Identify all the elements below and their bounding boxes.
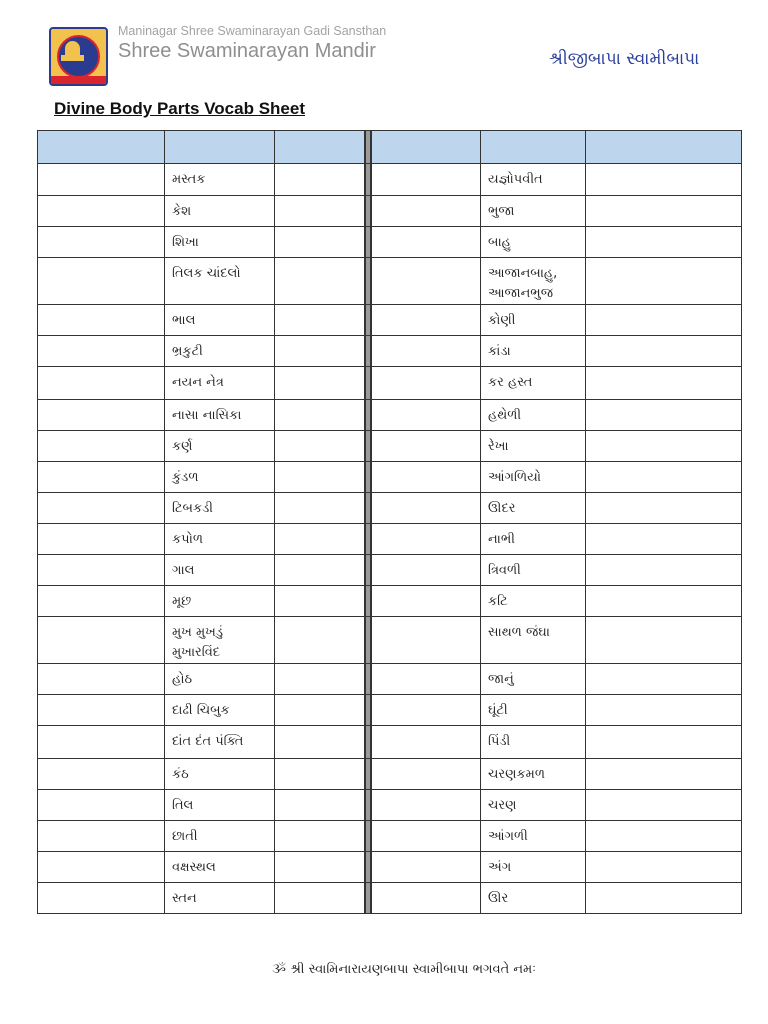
- gujarati-left-cell: ભ્રકુટી: [165, 336, 275, 367]
- extra-right-cell: [586, 695, 742, 726]
- gujarati-right-cell: સાથળ જંઘા: [481, 617, 586, 664]
- extra-right-cell: [586, 400, 742, 431]
- table-row: [38, 524, 742, 555]
- english-right-cell: [371, 367, 481, 400]
- table-row: [38, 759, 742, 790]
- gujarati-left-cell: દાઢી ચિબુક: [165, 695, 275, 726]
- gujarati-left-cell: કેશ: [165, 196, 275, 227]
- english-left-cell: [38, 586, 165, 617]
- table-row: [38, 586, 742, 617]
- table-row: [38, 336, 742, 367]
- gujarati-right-cell: કટિ: [481, 586, 586, 617]
- gujarati-left-cell: નયન નેત્ર: [165, 367, 275, 400]
- english-right-cell: [371, 695, 481, 726]
- table-row: [38, 852, 742, 883]
- english-left-cell: [38, 164, 165, 196]
- extra-right-cell: [586, 431, 742, 462]
- table-row: [38, 695, 742, 726]
- extra-right-cell: [586, 664, 742, 695]
- extra-left-cell: [275, 664, 365, 695]
- table-row: [38, 664, 742, 695]
- english-left-cell: [38, 555, 165, 586]
- english-right-cell: [371, 227, 481, 258]
- english-left-cell: [38, 493, 165, 524]
- header-cell-extra-left: [275, 131, 365, 164]
- extra-right-cell: [586, 164, 742, 196]
- vocab-table-container: [37, 130, 741, 913]
- english-left-cell: [38, 431, 165, 462]
- extra-right-cell: [586, 759, 742, 790]
- extra-left-cell: [275, 586, 365, 617]
- gujarati-right-cell: બાહુ: [481, 227, 586, 258]
- gujarati-left-cell: નાસા નાસિકા: [165, 400, 275, 431]
- table-row: [38, 617, 742, 664]
- gujarati-left-cell: ભાલ: [165, 305, 275, 336]
- organization-subtitle: Maninagar Shree Swaminarayan Gadi Sansthan: [118, 24, 387, 38]
- gujarati-right-cell: ઘૂંટી: [481, 695, 586, 726]
- gujarati-right-cell: યજ્ઞોપવીત: [481, 164, 586, 196]
- english-right-cell: [371, 664, 481, 695]
- gujarati-right-cell: કોણી: [481, 305, 586, 336]
- english-right-cell: [371, 726, 481, 759]
- english-left-cell: [38, 617, 165, 664]
- english-left-cell: [38, 258, 165, 305]
- english-right-cell: [371, 164, 481, 196]
- extra-left-cell: [275, 617, 365, 664]
- english-left-cell: [38, 336, 165, 367]
- gujarati-right-cell: નાભી: [481, 524, 586, 555]
- gujarati-left-cell: છાતી: [165, 821, 275, 852]
- english-right-cell: [371, 336, 481, 367]
- english-right-cell: [371, 555, 481, 586]
- extra-left-cell: [275, 400, 365, 431]
- extra-left-cell: [275, 759, 365, 790]
- english-right-cell: [371, 852, 481, 883]
- extra-right-cell: [586, 227, 742, 258]
- english-right-cell: [371, 258, 481, 305]
- english-left-cell: [38, 695, 165, 726]
- header-greeting: શ્રીજીબાપા સ્વામીબાપા: [549, 49, 700, 69]
- gujarati-right-cell: ઊર: [481, 883, 586, 914]
- extra-right-cell: [586, 196, 742, 227]
- extra-left-cell: [275, 305, 365, 336]
- english-left-cell: [38, 196, 165, 227]
- header-cell-gujarati-left: [165, 131, 275, 164]
- gujarati-left-cell: કુંડળ: [165, 462, 275, 493]
- english-right-cell: [371, 821, 481, 852]
- english-left-cell: [38, 367, 165, 400]
- extra-left-cell: [275, 164, 365, 196]
- english-left-cell: [38, 400, 165, 431]
- extra-left-cell: [275, 524, 365, 555]
- english-right-cell: [371, 883, 481, 914]
- english-right-cell: [371, 493, 481, 524]
- extra-left-cell: [275, 883, 365, 914]
- extra-right-cell: [586, 821, 742, 852]
- extra-right-cell: [586, 883, 742, 914]
- header-cell-english-left: [38, 131, 165, 164]
- english-right-cell: [371, 400, 481, 431]
- gujarati-right-cell: હથેળી: [481, 400, 586, 431]
- extra-left-cell: [275, 336, 365, 367]
- table-row: [38, 883, 742, 914]
- gujarati-right-cell: અંગ: [481, 852, 586, 883]
- gujarati-right-cell: આંગળિયો: [481, 462, 586, 493]
- extra-left-cell: [275, 196, 365, 227]
- gujarati-left-cell: મસ્તક: [165, 164, 275, 196]
- gujarati-left-cell: કર્ણ: [165, 431, 275, 462]
- sheet-title: Divine Body Parts Vocab Sheet: [54, 99, 305, 118]
- gujarati-left-cell: ગાલ: [165, 555, 275, 586]
- gujarati-left-cell: શિખા: [165, 227, 275, 258]
- table-row: [38, 493, 742, 524]
- gujarati-left-cell: હોઠ: [165, 664, 275, 695]
- english-left-cell: [38, 883, 165, 914]
- english-right-cell: [371, 462, 481, 493]
- gujarati-right-cell: રેખા: [481, 431, 586, 462]
- english-left-cell: [38, 726, 165, 759]
- english-right-cell: [371, 759, 481, 790]
- english-left-cell: [38, 790, 165, 821]
- gujarati-right-cell: કર હસ્ત: [481, 367, 586, 400]
- gujarati-left-cell: કપોળ: [165, 524, 275, 555]
- extra-right-cell: [586, 493, 742, 524]
- gujarati-right-cell: પિંડી: [481, 726, 586, 759]
- table-row: [38, 462, 742, 493]
- gujarati-right-cell: જાનું: [481, 664, 586, 695]
- english-right-cell: [371, 790, 481, 821]
- gujarati-right-cell: ભુજા: [481, 196, 586, 227]
- vocab-table: [37, 130, 742, 914]
- extra-left-cell: [275, 493, 365, 524]
- english-right-cell: [371, 305, 481, 336]
- mandir-emblem-icon: [49, 27, 108, 86]
- table-row: [38, 555, 742, 586]
- english-left-cell: [38, 305, 165, 336]
- extra-left-cell: [275, 555, 365, 586]
- extra-left-cell: [275, 367, 365, 400]
- gujarati-left-cell: મૂછ: [165, 586, 275, 617]
- gujarati-left-cell: દાંત દંત પંક્તિ: [165, 726, 275, 759]
- gujarati-right-cell: કાંડા: [481, 336, 586, 367]
- english-right-cell: [371, 524, 481, 555]
- english-right-cell: [371, 431, 481, 462]
- extra-right-cell: [586, 462, 742, 493]
- gujarati-right-cell: આંગળી: [481, 821, 586, 852]
- extra-right-cell: [586, 790, 742, 821]
- table-row: [38, 164, 742, 196]
- extra-left-cell: [275, 227, 365, 258]
- gujarati-right-cell: ઊદર: [481, 493, 586, 524]
- english-left-cell: [38, 852, 165, 883]
- english-right-cell: [371, 617, 481, 664]
- extra-left-cell: [275, 695, 365, 726]
- english-left-cell: [38, 227, 165, 258]
- organization-name: Shree Swaminarayan Mandir: [118, 40, 376, 62]
- extra-right-cell: [586, 555, 742, 586]
- extra-left-cell: [275, 258, 365, 305]
- extra-right-cell: [586, 367, 742, 400]
- gujarati-right-cell: ચરણકમળ: [481, 759, 586, 790]
- extra-left-cell: [275, 852, 365, 883]
- english-right-cell: [371, 586, 481, 617]
- table-row: [38, 227, 742, 258]
- extra-left-cell: [275, 790, 365, 821]
- table-row: [38, 400, 742, 431]
- table-row: [38, 305, 742, 336]
- table-row: [38, 367, 742, 400]
- extra-right-cell: [586, 258, 742, 305]
- gujarati-left-cell: વક્ષસ્થલ: [165, 852, 275, 883]
- extra-right-cell: [586, 524, 742, 555]
- table-row: [38, 821, 742, 852]
- header-cell-english-right: [371, 131, 481, 164]
- english-left-cell: [38, 664, 165, 695]
- gujarati-left-cell: તિલ: [165, 790, 275, 821]
- table-row: [38, 726, 742, 759]
- gujarati-right-cell: ત્રિવળી: [481, 555, 586, 586]
- english-left-cell: [38, 524, 165, 555]
- extra-right-cell: [586, 336, 742, 367]
- english-left-cell: [38, 462, 165, 493]
- english-right-cell: [371, 196, 481, 227]
- footer-prayer: ૐ શ્રી સ્વામિનારાયણબાપા સ્વામીબાપા ભગવતે નમઃ: [272, 962, 536, 977]
- page-header: [0, 0, 768, 95]
- extra-right-cell: [586, 305, 742, 336]
- extra-left-cell: [275, 821, 365, 852]
- gujarati-left-cell: મુખ મુખડું મુખારવિંદ: [165, 617, 275, 664]
- extra-right-cell: [586, 617, 742, 664]
- extra-right-cell: [586, 726, 742, 759]
- gujarati-left-cell: કંઠ: [165, 759, 275, 790]
- table-row: [38, 196, 742, 227]
- table-row: [38, 431, 742, 462]
- gujarati-left-cell: સ્તન: [165, 883, 275, 914]
- extra-right-cell: [586, 852, 742, 883]
- gujarati-left-cell: તિલક ચાંદલો: [165, 258, 275, 305]
- gujarati-right-cell: ચરણ: [481, 790, 586, 821]
- gujarati-left-cell: ટિબકડી: [165, 493, 275, 524]
- gujarati-right-cell: આજાનબાહુ, આજાનભુજ: [481, 258, 586, 305]
- table-row: [38, 258, 742, 305]
- table-header-row: [38, 131, 742, 164]
- header-cell-extra-right: [586, 131, 742, 164]
- header-cell-gujarati-right: [481, 131, 586, 164]
- extra-left-cell: [275, 726, 365, 759]
- extra-right-cell: [586, 586, 742, 617]
- english-left-cell: [38, 759, 165, 790]
- extra-left-cell: [275, 431, 365, 462]
- table-row: [38, 790, 742, 821]
- english-left-cell: [38, 821, 165, 852]
- extra-left-cell: [275, 462, 365, 493]
